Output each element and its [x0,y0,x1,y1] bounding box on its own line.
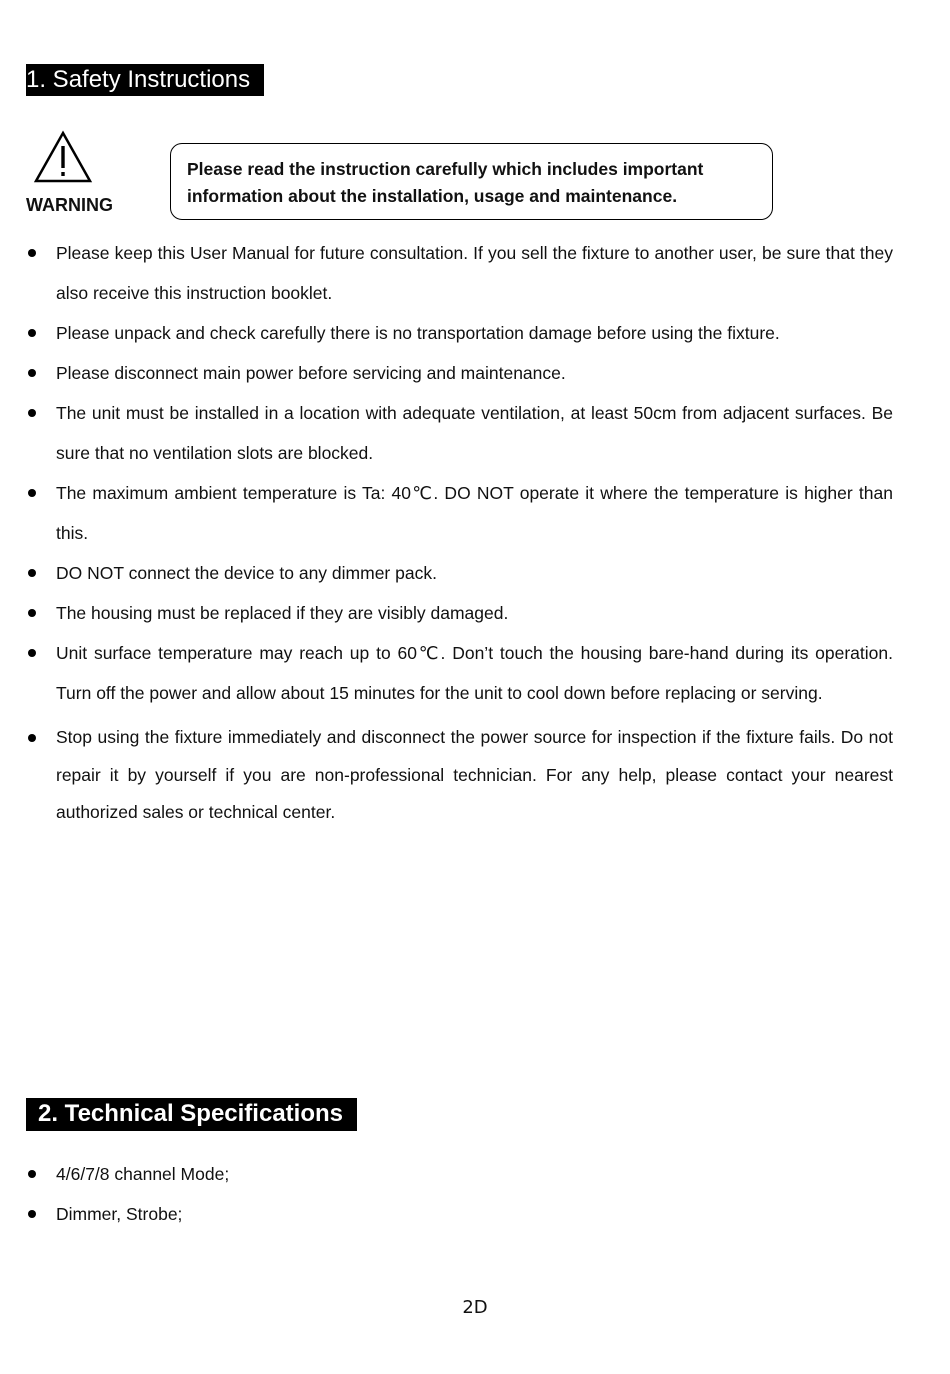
list-item: 4/6/7/8 channel Mode; [26,1154,893,1194]
safety-instructions-list [26,233,893,832]
list-item: The maximum ambient temperature is Ta: 40℃. DO NOT operate it where the temperature is higher than this. [26,473,893,553]
list-item: Unit surface temperature may reach up to 60℃. Don’t touch the housing bare-hand during its operation. Turn off the power and allow about 15 minutes for the unit to cool down before replacing or serving. [26,633,893,713]
notice-line: information about the installation, usage and maintenance. [187,186,678,206]
list-item: The housing must be replaced if they are visibly damaged. [26,593,893,633]
list-item: Stop using the fixture immediately and disconnect the power source for inspection if the fixture fails. Do not repair it by yourself if you are non-professional technician. For any help, please contact your nearest authorized sales or technical center. [26,719,893,832]
list-item: Please unpack and check carefully there is no transportation damage before using the fixture. [26,313,893,353]
list-item: Please keep this User Manual for future consultation. If you sell the fixture to another user, be sure that they also receive this instruction booklet. [26,233,893,313]
list-item: DO NOT connect the device to any dimmer pack. [26,553,893,593]
list-item: The unit must be installed in a location with adequate ventilation, at least 50cm from adjacent surfaces. Be sure that no ventilation slots are blocked. [26,393,893,473]
list-item: Dimmer, Strobe; [26,1194,893,1234]
section-heading-safety: 1. Safety Instructions [26,64,264,96]
notice-line: Please read the instruction carefully which includes important [187,159,704,179]
section-heading-technical-specifications: 2. Technical Specifications [26,1098,357,1131]
list-item: Please disconnect main power before servicing and maintenance. [26,353,893,393]
notice-box [170,143,773,220]
technical-specifications-list [26,1154,893,1234]
warning-label: WARNING [26,195,113,215]
page-number: 2D [462,1297,488,1318]
warning-triangle-icon [33,130,93,184]
